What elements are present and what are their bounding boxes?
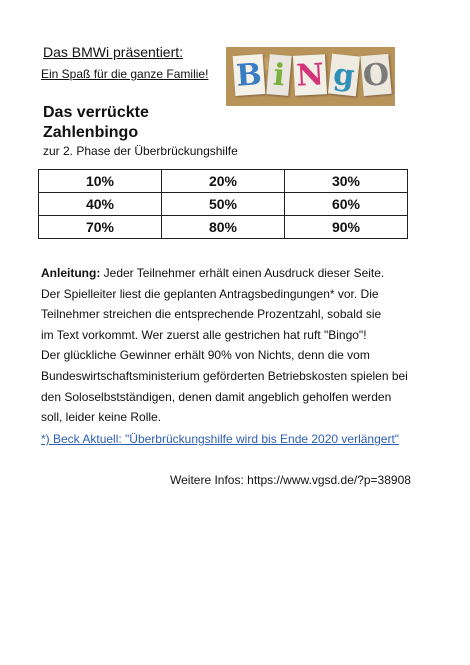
instructions-line: Der Spielleiter liest die geplanten Antragsbedingungen* vor. Die: [41, 286, 379, 301]
grid-cell: 80%: [162, 216, 285, 239]
instructions-text: Jeder Teilnehmer erhält einen Ausdruck dieser Seite.: [100, 266, 385, 280]
grid-cell: 70%: [39, 216, 162, 239]
footnote-link[interactable]: *) Beck Aktuell: "Überbrückungshilfe wird bis Ende 2020 verlängert": [41, 432, 400, 446]
instructions-line: im Text vorkommt. Wer zuerst alle gestrichen hat ruft "Bingo"!: [41, 327, 367, 342]
instructions-line: den Soloselbstständigen, denen damit angeblich geholfen werden: [41, 389, 392, 404]
bingo-letter-n: N: [293, 54, 327, 96]
title-line-1: Das verrückte: [43, 104, 149, 121]
bingo-letter-i: i: [266, 54, 291, 96]
presents-heading: Das BMWi präsentiert:: [43, 44, 184, 60]
grid-cell: 40%: [39, 193, 162, 216]
instructions-line: soll, leider keine Rolle.: [41, 410, 162, 425]
bingo-letter-b: B: [233, 54, 266, 96]
grid-row: [39, 170, 408, 193]
bingo-logo-image: [226, 47, 395, 106]
grid-cell: 90%: [285, 216, 408, 239]
bingo-letter-g: g: [328, 54, 360, 97]
phase-subtitle: zur 2. Phase der Überbrückungshilfe: [43, 144, 238, 158]
title-line-2: Zahlenbingo: [43, 124, 139, 141]
more-info-text: Weitere Infos: https://www.vgsd.de/?p=38908: [170, 473, 411, 487]
instructions-paragraph: [41, 263, 421, 428]
grid-cell: 10%: [39, 170, 162, 193]
instructions-line: Teilnehmer streichen die entsprechende Prozentzahl, sobald sie: [41, 307, 382, 322]
bingo-grid: [38, 169, 408, 239]
subtitle: Ein Spaß für die ganze Familie!: [41, 67, 209, 81]
grid-cell: 50%: [162, 193, 285, 216]
instructions-line: Bundeswirtschaftsministerium geförderten Betriebskosten spielen bei: [41, 368, 408, 383]
grid-row: [39, 216, 408, 239]
instructions-line: [41, 263, 421, 284]
instructions-line: Der glückliche Gewinner erhält 90% von Nichts, denn die vom: [41, 348, 370, 363]
grid-row: [39, 193, 408, 216]
grid-cell: 60%: [285, 193, 408, 216]
grid-cell: 20%: [162, 170, 285, 193]
instructions-label: Anleitung:: [41, 266, 101, 280]
page-title: [43, 103, 243, 143]
bingo-letter-o: O: [360, 54, 391, 96]
grid-cell: 30%: [285, 170, 408, 193]
